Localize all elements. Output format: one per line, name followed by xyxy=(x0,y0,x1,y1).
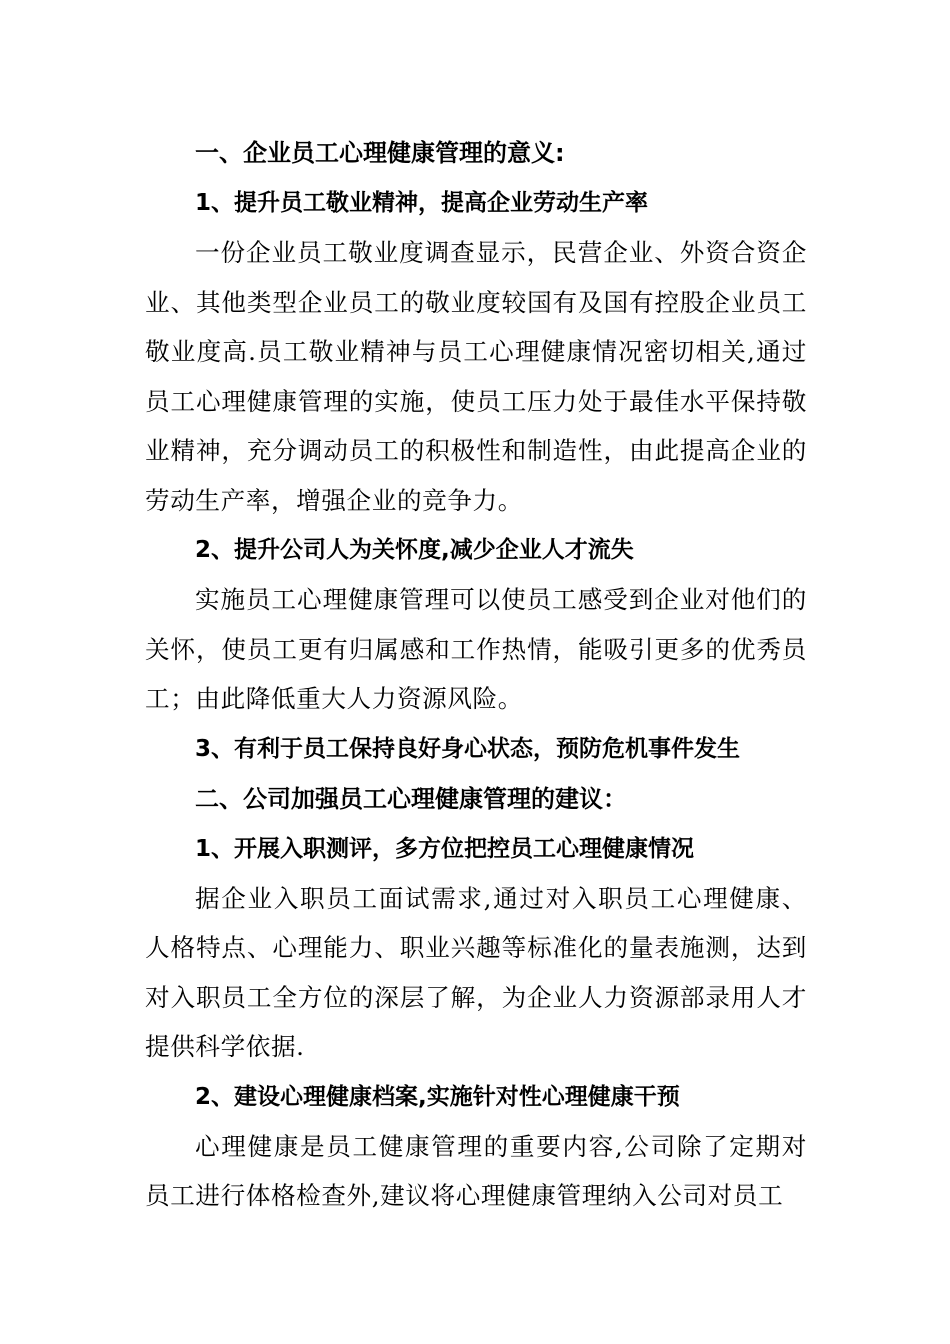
section-1-item-1-body: 一份企业员工敬业度调查显示，民营企业、外资合资企业、其他类型企业员工的敬业度较国有及国有控股企业员工敬业度高.员工敬业精神与员工心理健康情况密切相关,通过员工心理健康管理的实施，使员工压力处于最佳水平保持敬业精神，充分调动员工的积极性和制造性，由此提高企业的劳动生产率，增强企业的竞争力。 xyxy=(145,238,807,515)
section-1-item-2-body: 实施员工心理健康管理可以使员工感受到企业对他们的关怀，使员工更有归属感和工作热情，能吸引更多的优秀员工；由此降低重大人力资源风险。 xyxy=(145,585,807,713)
section-2-item-1-subtitle: 1、开展入职测评，多方位把控员工心理健康情况 xyxy=(195,835,695,862)
section-1-item-1-subtitle: 1、提升员工敬业精神，提高企业劳动生产率 xyxy=(195,190,649,216)
document-page xyxy=(145,128,807,1221)
section-2-item-1-body: 据企业入职员工面试需求,通过对入职员工心理健康、人格特点、心理能力、职业兴趣等标准化的量表施测，达到对入职员工全方位的深层了解，为企业人力资源部录用人才提供科学依据. xyxy=(145,883,807,1061)
section-2-item-2-subtitle: 2、建设心理健康档案,实施针对性心理健康干预 xyxy=(195,1083,680,1110)
section-1-item-3-subtitle: 3、有利于员工保持良好身心状态，预防危机事件发生 xyxy=(195,735,741,762)
section-2-title: 二、公司加强员工心理健康管理的建议： xyxy=(195,784,627,813)
section-1-item-2-subtitle: 2、提升公司人为关怀度,减少企业人才流失 xyxy=(195,537,634,563)
section-2-item-2-body: 心理健康是员工健康管理的重要内容,公司除了定期对员工进行体格检查外,建议将心理健康管理纳入公司对员工 xyxy=(145,1131,807,1210)
section-1-title: 一、企业员工心理健康管理的意义: xyxy=(195,139,565,167)
